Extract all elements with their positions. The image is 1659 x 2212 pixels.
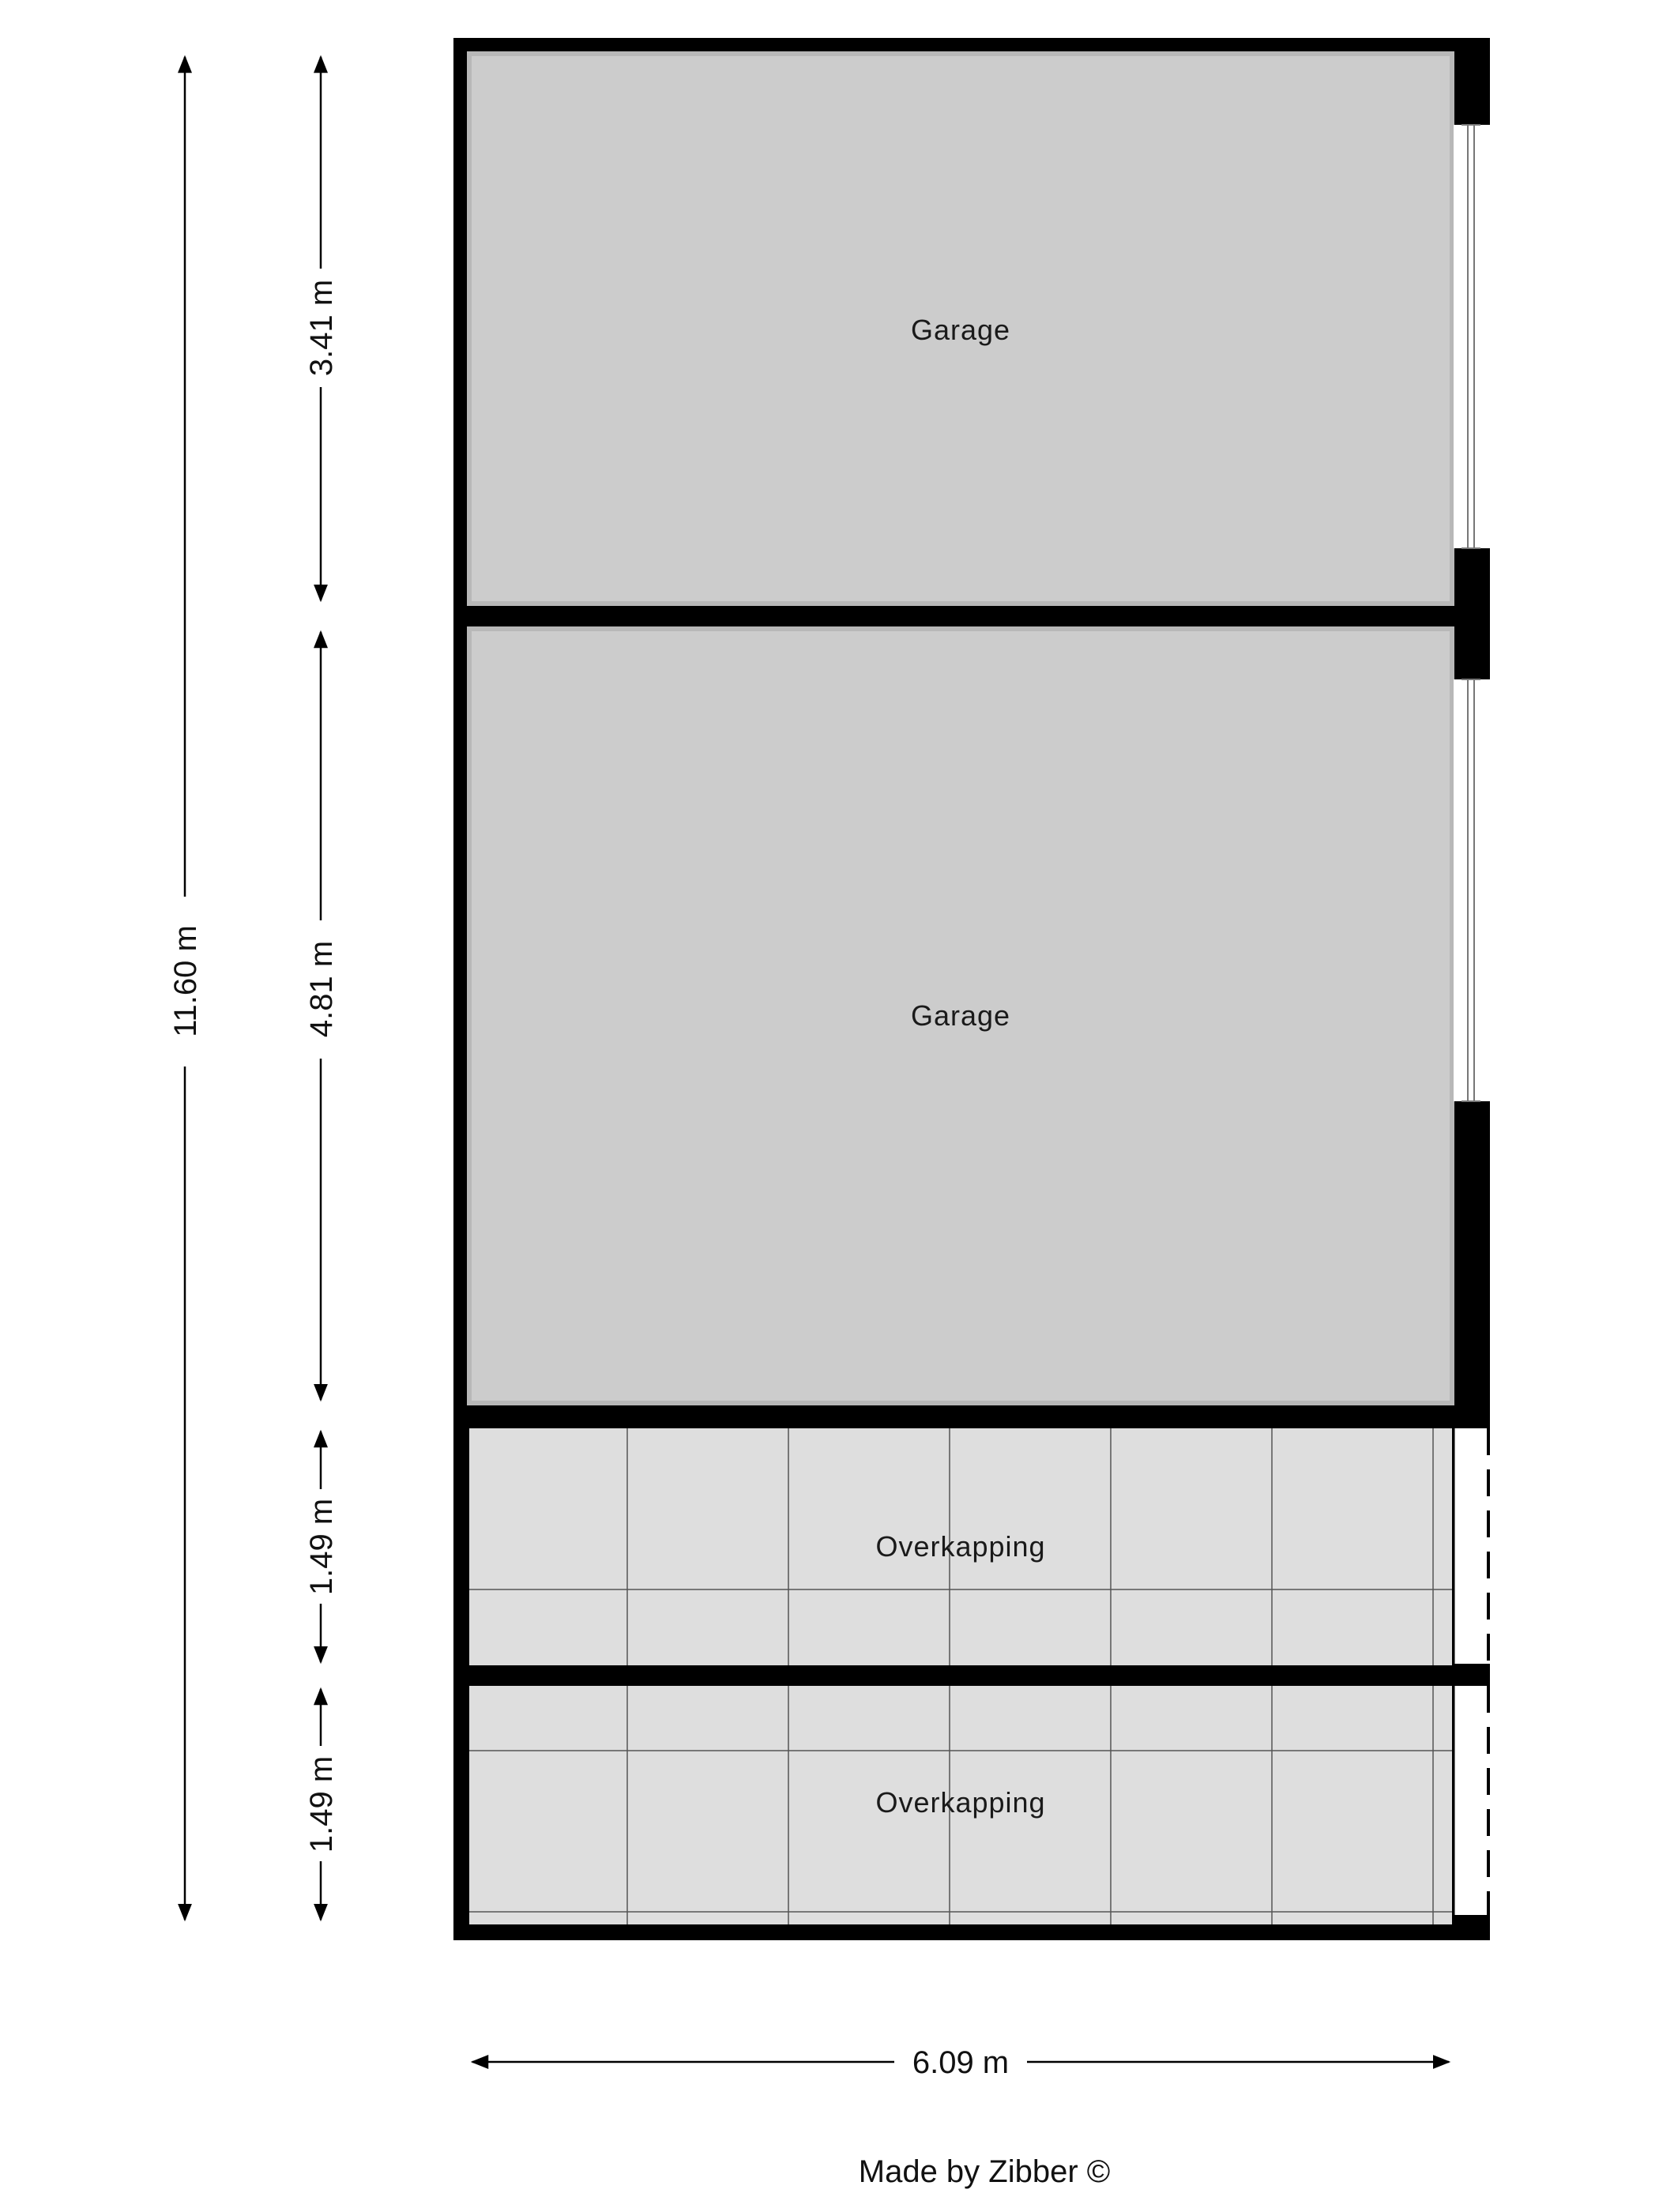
dimension-overkapping-1 [304, 1431, 339, 1662]
dimension-garage-2 [304, 632, 339, 1400]
dimension-garage-1 [304, 57, 339, 600]
room-label-garage-2: Garage [910, 999, 1011, 1032]
garage-1-door [1454, 125, 1490, 548]
dimension-label-overkapping-2: 1.49 m [304, 1755, 339, 1853]
dimension-label-total-width: 6.09 m [912, 2045, 1010, 2080]
overkapping-1-open-side [1454, 1428, 1490, 1664]
dimension-overkapping-2 [304, 1689, 339, 1920]
dimension-label-garage-2: 4.81 m [304, 940, 339, 1038]
room-label-overkapping-2: Overkapping [875, 1786, 1046, 1819]
garage-2-door [1454, 679, 1490, 1101]
dimension-total-width [472, 2045, 1449, 2080]
dimension-label-total-height: 11.60 m [168, 925, 203, 1037]
room-label-overkapping-1: Overkapping [875, 1530, 1046, 1563]
overkapping-2-open-side [1454, 1686, 1490, 1915]
room-label-garage-1: Garage [910, 314, 1011, 346]
dimension-label-garage-1: 3.41 m [304, 279, 339, 377]
credit-text: Made by Zibber © [858, 2154, 1111, 2189]
dimension-label-overkapping-1: 1.49 m [304, 1498, 339, 1596]
dimension-total-height [168, 57, 203, 1920]
